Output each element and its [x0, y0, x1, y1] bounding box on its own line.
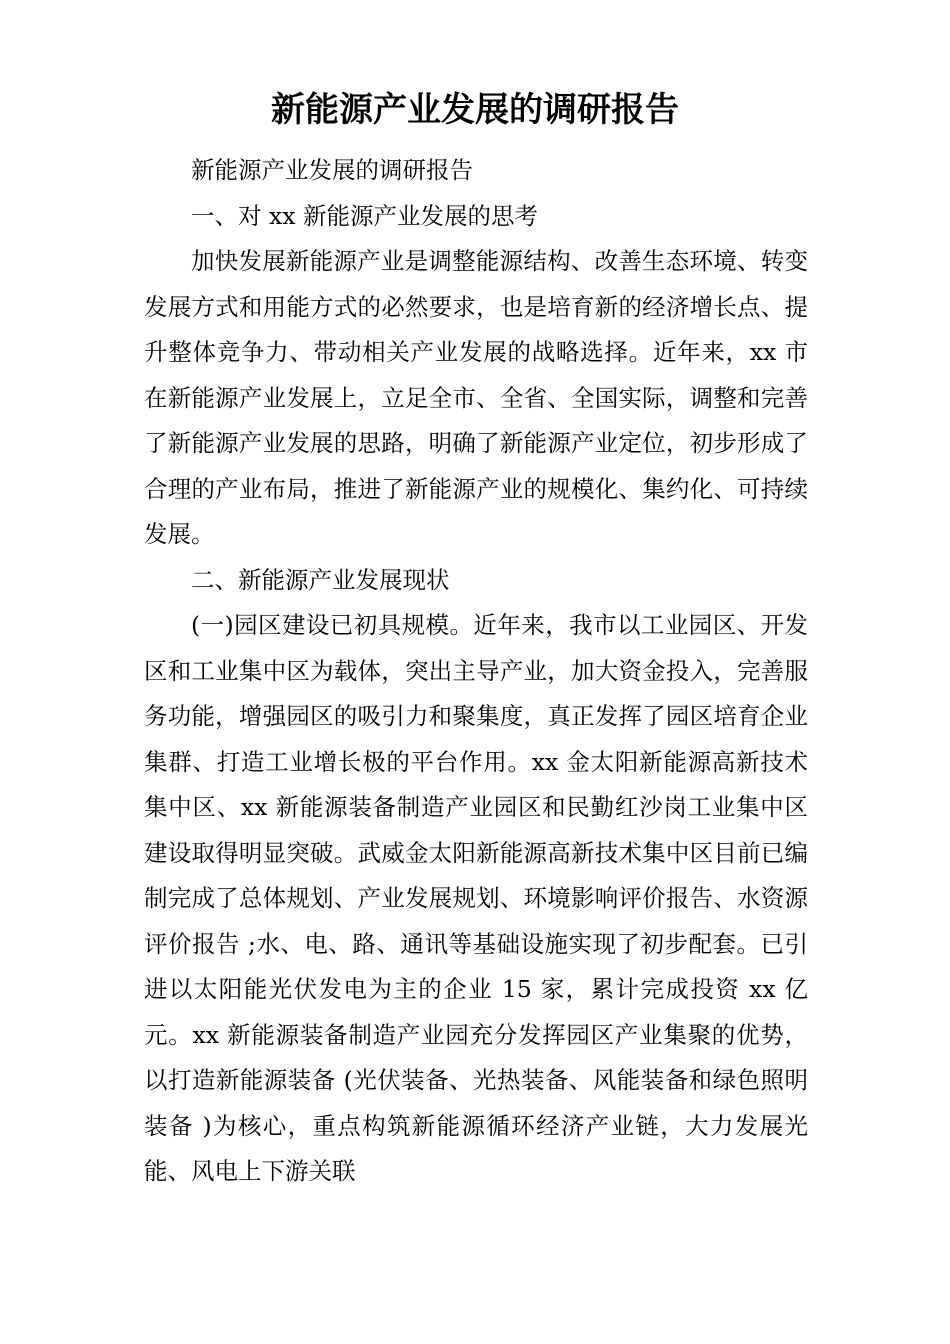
paragraph-section-heading-1: 一、对 xx 新能源产业发展的思考 — [191, 201, 538, 230]
paragraph-body-1: 加快发展新能源产业是调整能源结构、改善生态环境、转变发展方式和用能方式的必然要求，也是培育新的经济增长点、提升整体竞争力、带动相关产业发展的战略选择。近年来，xx 市在新能源产业发展上，立足全市、全省、全国实际，调整和完善了新能源产业发展的思路，明确了新能源产业定位，初步形成了合理的产业布局，推进了新能源产业的规模化、集约化、可持续发展。 — [144, 247, 808, 548]
document-body — [144, 148, 808, 1195]
paragraph-section-heading-2: 二、新能源产业发展现状 — [191, 565, 450, 594]
paragraph-body-2: (一)园区建设已初具规模。近年来，我市以工业园区、开发区和工业集中区为载体，突出主导产业，加大资金投入，完善服务功能，增强园区的吸引力和聚集度，真正发挥了园区培育企业集群、打造工业增长极的平台作用。xx 金太阳新能源高新技术集中区、xx 新能源装备制造产业园区和民勤红沙岗工业集中区建设取得明显突破。武威金太阳新能源高新技术集中区目前已编制完成了总体规划、产业发展规划、环境影响评价报告、水资源评价报告 ;水、电、路、通讯等基础设施实现了初步配套。已引进以太阳能光伏发电为主的企业 15 家，累计完成投资 xx 亿元。xx 新能源装备制造产业园充分发挥园区产业集聚的优势，以打造新能源装备 (光伏装备、光热装备、风能装备和绿色照明装备 )为核心，重点构筑新能源循环经济产业链，大力发展光能、风电上下游关联 — [144, 611, 808, 1185]
paragraph-subtitle: 新能源产业发展的调研报告 — [191, 156, 473, 184]
document-title: 新能源产业发展的调研报告 — [271, 90, 679, 130]
